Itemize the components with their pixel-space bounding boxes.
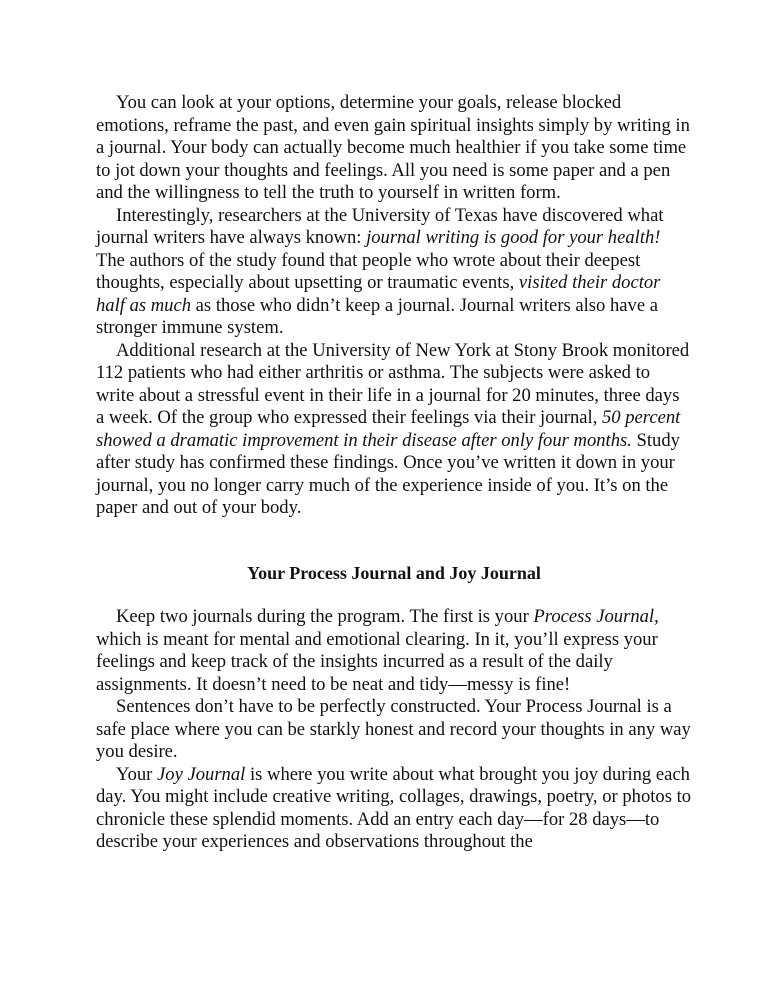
- paragraph-1: You can look at your options, determine your goals, release blocked emotions, reframe the past, and even gain spiritual insights simply by writing in a journal. Your body can actually become much healthier if you take some time to jot down your thoughts and feelings. All you need is some paper and a pen and the willingness to tell the truth to yourself in written form.: [96, 92, 690, 203]
- italic-emphasis: Process Journal: [533, 606, 655, 627]
- italic-emphasis: Joy Journal: [157, 763, 246, 785]
- italic-emphasis: visited their doctor half as much: [96, 272, 661, 316]
- section-heading: Your Process Journal and Joy Journal: [247, 562, 541, 583]
- paragraph-5: Sentences don’t have to be perfectly constructed. Your Process Journal is a safe place where you can be starkly honest and record your thoughts in any way you desire.: [96, 696, 691, 762]
- italic-emphasis: journal writing is good for your health!: [366, 227, 661, 248]
- paragraph-4: Keep two journals during the program. The first is your Process Journal, which is meant for mental and emotional clearing. In it, you’ll express your feelings and keep track of the insights incurred as a result of the daily assignments. It doesn’t need to be neat and tidy—messy is fine!: [96, 606, 659, 695]
- italic-emphasis: 50 percent showed a dramatic improvement in their disease after only four months.: [96, 407, 681, 451]
- paragraph-6: Your Joy Journal is where you write about what brought you joy during each day. You might include creative writing, collages, drawings, poetry, or photos to chronicle these splendid moments. Add an entry each day—for 28 days—to describe your experiences and observations throughout the: [96, 763, 692, 852]
- paragraph-3: Additional research at the University of New York at Stony Brook monitored 112 patients who had either arthritis or asthma. The subjects were asked to write about a stressful event in their life in a journal for 20 minutes, three days a week. Of the group who expressed their feelings via their journal, 50 percent showed a dramatic improvement in their disease after only four months. Study after study has confirmed these findings. Once you’ve written it down in your journal, you no longer carry much of the experience inside of you. It’s on the paper and out of your body.: [96, 339, 690, 518]
- paragraph-2: Interestingly, researchers at the University of Texas have discovered what journal writers have always known: journal writing is good for your health! The authors of the study found that people who wrote about their deepest thoughts, especially about upsetting or traumatic events, visited their doctor half as much as those who didn’t keep a journal. Journal writers also have a stronger immune system.: [96, 204, 664, 338]
- document-page: [96, 92, 692, 854]
